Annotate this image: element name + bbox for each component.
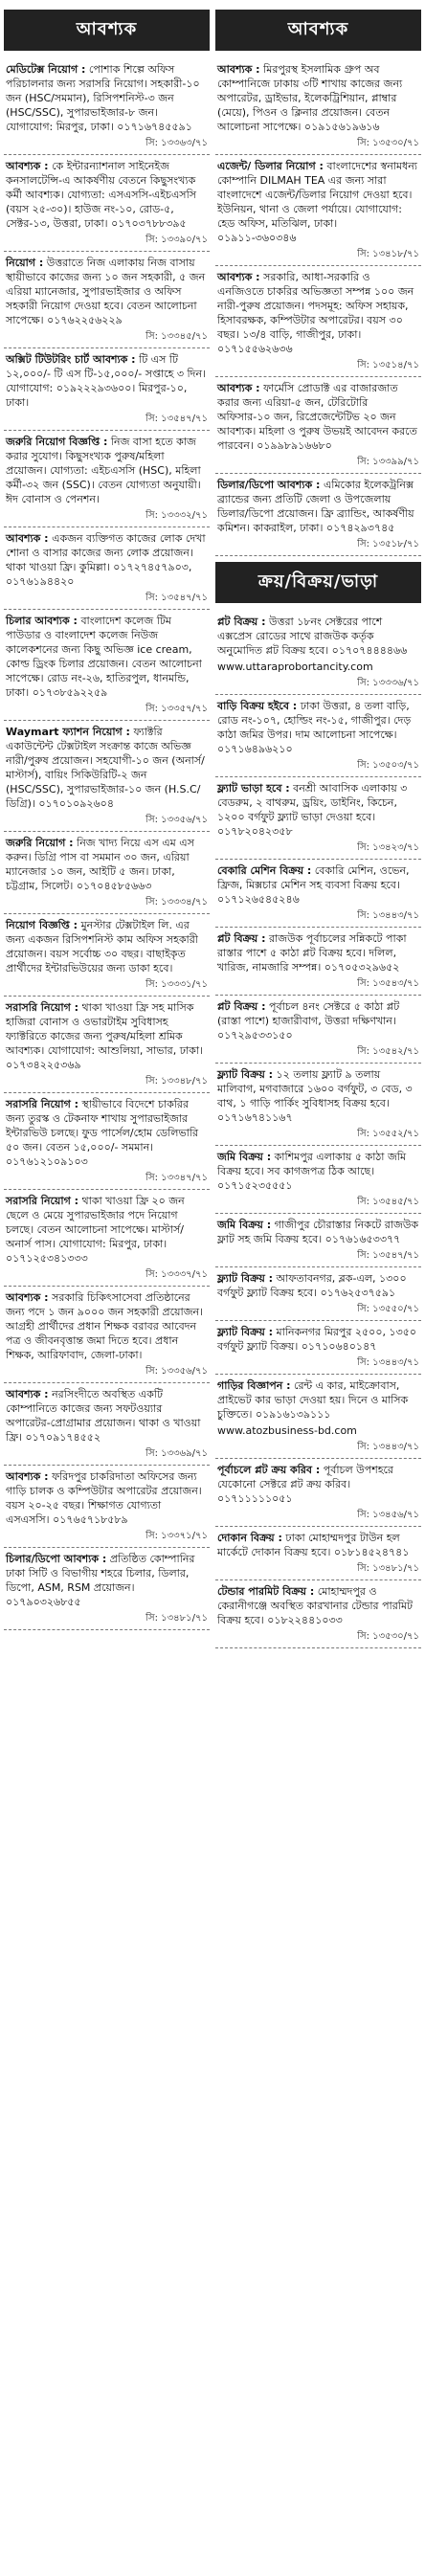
ad-code: সি: ১৩৩৯৯/৭১ <box>357 457 419 467</box>
ad-item <box>215 1375 421 1459</box>
ad-title: আবশ্যক : <box>6 1291 49 1304</box>
ad-body: নরসিংদীতে অবস্থিত একটি কোম্পানিতে কাজের জন্য সফটওয়্যার অপারেটর-প্রোগ্রামার প্রয়োজন। থাকা ও খাওয়া ফ্রি। ০১৭০৯১৭৪৫৫২ <box>6 1388 201 1444</box>
ad-item <box>215 266 421 377</box>
ad-item <box>4 1093 210 1190</box>
ad-code: সি: ১৩৫১৪/৭১ <box>357 360 419 370</box>
ad-body: কাশিমপুর এলাকায় ৫ কাঠা জমি বিক্রয় হবে। সব কাগজপত্র ঠিক আছে। ০১৭১৫২৩৫৫৫১ <box>217 1151 407 1192</box>
ad-item <box>215 1527 421 1580</box>
ad-item <box>4 348 210 431</box>
ad-body: মোহাম্মদপুর ও কেরানীগঞ্জে অবস্থিত কারখানার টেন্ডার পারমিট বিক্রয় হবে। ০১৮২২৪৪১০৩৩ <box>217 1585 414 1626</box>
ad-body: স্থায়ীভাবে বিদেশে চাকরির জন্য তুরস্ক ও টেকনাফ শাখায় সুপারভাইজার ইন্টারভিউ চলছে। ফুড পার্সেল/হোম ডেলিভারি ৫০ জন। বেতন ১৫,০০০/- সমমান। ০১৭৬১২১০৯১০৩ <box>6 1098 199 1168</box>
ad-code: সি: ১৩৩৫৬/৭১ <box>145 815 208 825</box>
ad-body: বেকারি মেশিন, ওভেন, ফ্রিজ, মিক্সচার মেশিন সহ ব্যবসা বিক্রয় হবে। ০১৭১২৬৫৪৫২৪৬ <box>217 864 410 906</box>
ad-title: জমি বিক্রয় : <box>217 1151 272 1163</box>
ad-body: একজন ব্যক্তিগত কাজের লোক দেখা শোনা ও বাসার কাজের জন্য লোক প্রয়োজন। থাকা খাওয়া ফ্রি। কুমিল্লা। ০১৭২৭৪৫৭৯০৩, ০১৭৬১৯৪৪২০ <box>6 532 206 588</box>
ad-body: টি এস টি ১২,০০০/- টি এস টি-১৫,০০০/- সপ্তাহে ৩ দিন। যোগাযোগ: ০১৯২২২৯৩৬০০। মিরপুর-১০, ঢাকা। <box>6 353 206 409</box>
ad-code: সি: ১৩৫৩০/৭১ <box>357 1631 419 1642</box>
ad-item <box>215 155 421 266</box>
ad-item <box>215 1321 421 1375</box>
ad-title: চিলার আবশ্যক : <box>6 615 78 627</box>
ad-body: সরকারি, আধা-সরকারি ও এনজিওতে চাকরির অভিজ্ঞতা সম্পন্ন ১০০ জন নারী-পুরুষ প্রয়োজন। পদসমূহ: অফিস সহায়ক, হিসাবরক্ষক, কম্পিউটার অপারেটর। বয়স ৩০ বছর। ১৩/৪ বাড়ি, গাজীপুর, ঢাকা। ০১৭১৫৫৬২৬৩৬ <box>217 271 414 355</box>
ad-body: ফার্মেসি প্রোডাক্ট এর বাজারজাত করার জন্য এরিয়া-৫ জন, টেরিটোরি অফিসার-১০ জন, রিপ্রেজেন্টেটিভ ২০ জন আবশ্যক। মহিলা ও পুরুষ উভয়ই আবেদন করতে পারবেন। ০১৯৯৮৯১৬৬৮০ <box>217 382 417 452</box>
ad-code: সি: ১৩৩৩১/৭১ <box>145 979 208 990</box>
ad-item <box>215 860 421 928</box>
ad-item <box>215 1580 421 1648</box>
ad-code: সি: ১৩৫৪৫/৭১ <box>357 1197 419 1207</box>
ad-title: ফ্ল্যাট ভাড়া হবে : <box>217 782 290 795</box>
ad-code: সি: ১৩৪২৩/৭১ <box>357 842 419 853</box>
ad-body: এমিকোর ইলেকট্রনিক্স ব্র্যান্ডের জন্য প্রতিটি জেলা ও উপজেলায় ডিলার/ডিপো প্রয়োজন। ফ্রি ব্র্যান্ডিং, আকর্ষণীয় কমিশন। কাকরাইল, ঢাকা। ০১৭৪২৯৩৭৪৫ <box>217 479 414 534</box>
ad-title: ডিলার/ডিপো আবশ্যক : <box>217 479 321 491</box>
ad-code: সি: ১৩৪৪৩/৭১ <box>357 1442 419 1452</box>
ad-title: সরাসরি নিয়োগ : <box>6 1195 79 1207</box>
ad-title: আবশ্যক : <box>6 532 49 545</box>
ad-body: আফতাবনগর, ব্লক-এল, ১৩০০ বর্গফুট ফ্ল্যাট বিক্রয় হবে। ০১৭৬২৫৩৭৫৯১ <box>217 1272 407 1299</box>
ad-title: আবশ্যক : <box>6 1470 49 1483</box>
ad-title: আবশ্যক : <box>6 160 49 172</box>
section-header-right: আবশ্যক <box>215 10 421 51</box>
ad-title: বেকারি মেশিন বিক্রয় : <box>217 864 312 877</box>
ad-code: সি: ১৩৫৪৩/৭১ <box>357 978 419 989</box>
ad-code: সি: ১৩৫৪৭/৭১ <box>145 593 208 603</box>
ad-website: www.uttaraprobortancity.com <box>217 661 373 673</box>
ad-title: প্লট বিক্রয় : <box>217 932 266 945</box>
ad-code: সি: ১৩৫৪৭/৭১ <box>145 414 208 424</box>
ad-title: জরুরি নিয়োগ বিজ্ঞপ্তি : <box>6 436 108 448</box>
ad-body: গাজীপুর চৌরাস্তার নিকটে রাজউক ফ্লাট সহ জমি বিক্রয় হবে। ০১৭৬১৬৫৩৩৭৭ <box>217 1219 419 1245</box>
ad-body: প্রতিষ্ঠিত কোম্পানির ঢাকা সিটি ও বিভাগীয় শহরে চিলার, ডিলার, ডিপো, ASM, RSM প্রয়োজন। ০১৭৯০৩২৬৮৫৫ <box>6 1553 195 1608</box>
ad-code: সি: ১৩৩৪৭/৭১ <box>145 1173 208 1183</box>
ad-title: ফ্ল্যাট বিক্রয় : <box>217 1326 274 1338</box>
ad-item <box>215 777 421 860</box>
ad-title: প্লট বিক্রয় : <box>217 1000 266 1013</box>
ad-title: গাড়ির বিজ্ঞাপন : <box>217 1379 291 1392</box>
ad-title: নিয়োগ বিজ্ঞপ্তি : <box>6 919 78 931</box>
ad-body: পোশাক শিল্পে অফিস পরিচালনার জন্য সরাসরি নিয়োগ। সহকারী-১০ জন (HSC/সমমান), রিসিপশনিস্ট-৩ জন (HSC/SSC), সুপারভাইজার-৮ জন। যোগাযোগ: মিরপুর, ঢাকা। ০১৭১৬৭৪৫৫৯১ <box>6 63 200 133</box>
ad-body: ঢাকা উত্তরা, ৪ তলা বাড়ি, রোড নং-১০৭, হোল্ডিং নং-১৫, গাজীপুর। দেড় কাঠা জমির উপর। দাম আলোচনা সাপেক্ষে। ০১৭১৬৪৯৬২১০ <box>217 700 412 755</box>
ad-title: পূর্বাচলে প্লট ক্রয় করিব : <box>217 1464 321 1476</box>
right-column <box>215 4 421 2572</box>
ad-item <box>215 377 421 474</box>
ad-item <box>215 928 421 996</box>
section-header-left: আবশ্যক <box>4 10 210 51</box>
ad-code: সি: ১৩৩৩৪/৭১ <box>145 897 208 907</box>
ad-code: সি: ১৩৩৭১/৭১ <box>145 1531 208 1541</box>
ad-item <box>215 996 421 1064</box>
ad-body: বাংলাদেশের স্বনামধন্য কোম্পানি DILMAH TEA এর জন্য সারা বাংলাদেশে এজেন্ট/ডিলার নিয়োগ দেওয়া হবে। ইউনিয়ন, থানা ও জেলা পর্যায়ে। যোগাযোগ: হেড অফিস, মতিঝিল, ঢাকা। ০১৯১১-৩৬০৩৪৬ <box>217 160 417 244</box>
ad-title: জরুরি নিয়োগ : <box>6 837 74 849</box>
ad-item <box>4 832 210 914</box>
ad-title: সরাসরি নিয়োগ : <box>6 1098 79 1110</box>
ad-code: সি: ১৩৩৩৬/৭১ <box>357 678 419 688</box>
ad-code: সি: ১৩৩৫৭/৭১ <box>145 704 208 714</box>
ad-title: এজেন্ট/ ডিলার নিয়োগ : <box>217 160 324 172</box>
ad-title: বাড়ি বিক্রয় হইবে : <box>217 700 298 712</box>
ad-title: আবশ্যক : <box>217 271 260 283</box>
ad-body: ফ্যাক্টরি একাউন্টেন্ট টেক্সটাইল সংক্রান্ত কাজে অভিজ্ঞ নারী/পুরুষ প্রয়োজন। সহযোগী-১০ জন (অনার্স/মাস্টার্স), বায়িং সিকিউরিটি-২ জন (HSC/SSC), সুপারভাইজার-১০ জন (H.S.C/ডিগ্রি)। ০১৭০১০৯২৬০৪ <box>6 726 205 810</box>
ad-body: বাংলাদেশ কলেজ টিম পাউডার ও বাংলাদেশ কলেজ নিউজ কালেকশনের জন্য কিছু অভিজ্ঞ ice cream, কোল্ড ড্রিংক চিলার প্রয়োজন। বেতন আলোচনা সাপেক্ষে। রোড নং-২৬, হাতিরপুল, ধানমন্ডি, ঢাকা। ০১৭৩৮৫৯২২৫৯ <box>6 615 202 699</box>
ad-body: নিজ বাসা হতে কাজ করার সুযোগ। কিছুসংখ্যক পুরুষ/মহিলা প্রয়োজন। যোগ্যতা: এইচএসসি (HSC), মহিলা কর্মী-৩২ জন (SSC)। বেতন যোগ্যতা অনুযায়ী। ঈদ বোনাস ও পেনশন। <box>6 436 201 505</box>
ad-title: আবশ্যক : <box>217 63 260 76</box>
ad-title: প্লট বিক্রয় : <box>217 616 266 628</box>
ad-title: আবশ্যক : <box>6 1388 49 1400</box>
ad-code: সি: ১৩৪৪৩/৭১ <box>357 910 419 921</box>
ad-code: সি: ১৩৫৪৭/৭১ <box>357 1250 419 1261</box>
ad-title: সরাসরি নিয়োগ : <box>6 1001 79 1014</box>
ad-title: দোকান বিক্রয় : <box>217 1532 282 1544</box>
ad-body: রেন্ট এ কার, মাইক্রোবাস, প্রাইভেট কার ভাড়া দেওয়া হয়। দিনে ও মাসিক চুক্তিতে। ০১৯১৬১৩৯১১১ <box>217 1379 409 1421</box>
ad-code: সি: ১৩৩৯০/৭১ <box>145 235 208 245</box>
left-column <box>4 4 210 2572</box>
ad-item <box>4 610 210 721</box>
ad-item <box>4 252 210 348</box>
ad-title: চিলার/ডিপো আবশ্যক : <box>6 1553 107 1565</box>
ad-body: কে ইন্টারন্যাশনাল সাইনেইজ কনসালটেন্সি-এ আকর্ষণীয় বেতনে কিছুসংখ্যক কর্মী আবশ্যক। যোগ্যতা: এসএসসি-এইচএসসি (বয়স ২৫-৩০)। হাউজ নং-১০, রোড-৫, সেক্টর-১৩, উত্তরা, ঢাকা। ০১৭০৩৭৮৮৩৯৫ <box>6 160 196 230</box>
ad-code: সি: ১৩৪৪৩/৭১ <box>357 1357 419 1368</box>
ad-code: সি: ১৩৪৮১/৭১ <box>145 1613 208 1624</box>
ad-code: সি: ১৩৫১৮/৭১ <box>357 539 419 549</box>
ad-item <box>4 155 210 252</box>
ad-code: সি: ১৩৫৫২/৭১ <box>357 1129 419 1139</box>
ad-body: মানিকনগর মিরপুর ২৫০০, ১৩৫০ বর্গফুট ফ্ল্যাট বিক্রয়। ০১৭১০৬৪০১৪৭ <box>217 1326 417 1353</box>
ad-body: মিরপুরস্থ ইসলামিক গ্রুপ অব কোম্পানিজে ঢাকায় ৩টি শাখায় কাজের জন্য অপারেটর, ড্রাইভার, ইলেকট্রিশিয়ান, প্লাম্বার (মেয়ে), পিওন ও ক্লিনার প্রয়োজন। বেতন আলোচনা সাপেক্ষে। ০১৯১৫৬১৯৬১৬ <box>217 63 403 133</box>
ad-body: মুনস্টার টেক্সটাইল লি. এর জন্য একজন রিসিপশনিস্ট কাম অফিস সহকারী প্রয়োজন। বয়স সর্বোচ্চ ৩০ বছর। বাছাইকৃত প্রার্থীদের ইন্টারভিউয়ের জন্য ডাকা হবে। <box>6 919 198 974</box>
ad-title: মেডিটেক্স নিয়োগ : <box>6 63 86 76</box>
ad-item <box>4 1548 210 1630</box>
ad-item <box>4 721 210 832</box>
ad-body: ফরিদপুর চাকরিদাতা অফিসের জন্য গাড়ি চালক ও কম্পিউটার অপারেটর প্রয়োজন। বয়স ২০-২৫ বছর। শিক্ষাগত যোগ্যতা এসএসসি। ০১৭৬৫৭১৮৫৮৯ <box>6 1470 202 1526</box>
ad-code: সি: ১৩৩৬৯/৭১ <box>145 1448 208 1459</box>
ad-item <box>215 1459 421 1527</box>
ad-item <box>4 1383 210 1466</box>
ad-item <box>4 914 210 997</box>
ad-body: ঢাকা মোহাম্মদপুর টাউন হল মার্কেটে দোকান বিক্রয় হবে। ০১৮১৪৫২৪৭৪১ <box>217 1532 410 1558</box>
ad-code: সি: ১৩৪৮১/৭১ <box>357 1563 419 1574</box>
ad-item <box>215 1064 421 1146</box>
ad-item <box>4 1466 210 1548</box>
ad-body: বনশ্রী আবাসিক এলাকায় ৩ বেডরুম, ২ বাথরুম, ড্রয়িং, ডাইনিং, কিচেন, ১২০০ বর্গফুট ফ্ল্যাট ভাড়া দেওয়া হবে। ০১৭৮২০৪২৩৫৮ <box>217 782 408 838</box>
ad-body: ১২ তলায় ফ্ল্যাট ৯ তলায় মালিবাগ, মগবাজারে ১৬০০ বর্গফুট, ৩ বেড, ৩ বাথ, ১ গাড়ি পার্কিং সুবিধাসহ বিক্রয় হবে। ০১৭১৬৭৪১১৬৭ <box>217 1068 413 1124</box>
ad-body: পূর্বাচল উপশহরে যেকোনো সেক্টরে প্লট ক্রয় করিব। ০১৭১১১১১০৫১ <box>217 1464 393 1505</box>
ad-body: উত্তরা ১৮নং সেক্টরের পাশে এক্সপ্রেস রোডের সাথে রাজউক কর্তৃক অনুমোদিত প্লট বিক্রয় হবে। ০১৭০৭৪৪৪৪৬৬ <box>217 616 408 657</box>
ad-body: উত্তরাতে নিজ এলাকায় নিজ বাসায় স্থায়ীভাবে কাজের জন্য ১০ জন সহকারী, ৫ জন এরিয়া ম্যানেজার, সুপারভাইজার ও অফিস সহকারী নিয়োগ দেওয়া হবে। বেতন আলোচনা সাপেক্ষে। ০১৭৬২২৫৬২২৯ <box>6 257 206 326</box>
ad-code: সি: ১৩৫৪২/৭১ <box>357 1046 419 1057</box>
ad-title: টেন্ডার পারমিট বিক্রয় : <box>217 1585 315 1598</box>
ad-code: সি: ১৩৫৫০/৭১ <box>357 1304 419 1314</box>
ad-item <box>4 997 210 1093</box>
ad-code: সি: ১৩৩৫৬/৭১ <box>145 1366 208 1377</box>
ad-body: পূর্বাচল ৪নং সেক্টরে ৫ কাঠা প্লট (রাস্তা পাশে) হাজারীবাগ, উত্তরা দক্ষিণখান। ০১৭২৯৫৩৩১৫০ <box>217 1000 400 1042</box>
ad-title: জমি বিক্রয় : <box>217 1219 272 1231</box>
ad-body: থাকা খাওয়া ফ্রি ২০ জন ছেলে ও মেয়ে সুপারভাইজার পদে নিয়োগ চলছে। বেতন আলোচনা সাপেক্ষে। মাস্টার্স/অনার্স পাস। যোগাযোগ: মিরপুর, ঢাকা। ০১৭১২৫৩৪১৩৩৩ <box>6 1195 185 1265</box>
ad-body: নিজ খাদ্য নিয়ে এস এম এস করুন। ডিগ্রি পাস বা সমমান ৩০ জন, এরিয়া ম্যানেজার ১০ জন, আইটি ৫ জন। ঢাকা, চট্টগ্রাম, সিলেট। ০১৭০৪৫৮৫৬৬৩ <box>6 837 194 892</box>
ad-title: অক্সিট টিউটরিং চার্ট আবশ্যক : <box>6 353 136 366</box>
ad-code: সি: ১৩৩৬৩/৭১ <box>145 138 208 148</box>
ad-item <box>4 58 210 155</box>
ad-code: সি: ১৩৫০৩/৭১ <box>357 760 419 771</box>
ad-code: সি: ১৩৪৫৬/৭১ <box>357 1510 419 1520</box>
ad-item <box>215 611 421 695</box>
ad-item <box>215 474 421 556</box>
ad-title: ফ্ল্যাট বিক্রয় : <box>217 1068 274 1081</box>
ad-body: রাজউক পূর্বাচলের সন্নিকটে পাকা রাস্তার পাশে ৫ কাঠা প্লট বিক্রয় হবে। দলিল, খারিজ, নামজারি সম্পন্ন। ০১৭০৫৩২৯৬৫২ <box>217 932 407 974</box>
ad-item <box>215 695 421 777</box>
ad-item <box>215 58 421 155</box>
ad-item <box>4 527 210 610</box>
ad-item <box>4 431 210 527</box>
ad-code: সি: ১৩৫৩০/৭১ <box>357 138 419 148</box>
ad-title: নিয়োগ : <box>6 257 44 269</box>
ad-title: Waymart ফ্যাশন নিয়োগ : <box>6 726 130 738</box>
ad-website: www.atozbusiness-bd.com <box>217 1424 357 1437</box>
ad-body: সরকারি চিকিৎসাসেবা প্রতিষ্ঠানের জন্য পদে ১ জন ৯০০০ জন সহকারী প্রয়োজন। আগ্রহী প্রার্থীদের প্রধান শিক্ষক বরাবর আবেদন পত্র ও জীবনবৃত্তান্ত জমা দিতে হবে। প্রধান শিক্ষক, আরিফাবাদ, জেলা-ঢাকা। <box>6 1291 204 1361</box>
ad-code: সি: ১৩৩৪৫/৭১ <box>145 331 208 342</box>
ad-code: সি: ১৩৪১৮/৭১ <box>357 249 419 259</box>
ad-item <box>215 1214 421 1267</box>
ad-title: ফ্ল্যাট বিক্রয় : <box>217 1272 274 1285</box>
ad-code: সি: ১৩৩৩৭/৭১ <box>145 1269 208 1280</box>
section-header-sale: ক্রয়/বিক্রয়/ভাড়া <box>215 562 421 603</box>
ad-code: সি: ১৩৩৩২/৭১ <box>145 510 208 521</box>
ad-item <box>215 1146 421 1214</box>
ad-item <box>4 1287 210 1383</box>
ad-item <box>4 1190 210 1287</box>
ad-title: আবশ্যক : <box>217 382 260 394</box>
ad-item <box>215 1267 421 1321</box>
ad-body: থাকা খাওয়া ফ্রি সহ মাসিক হাজিরা বোনাস ও ওভারটাইম সুবিধাসহ ফ্যাক্টরিতে কাজের জন্য পুরুষ/মহিলা শ্রমিক আবশ্যক। যোগাযোগ: আশুলিয়া, সাভার, ঢাকা। ০১৭৩৪২২৫৩৬৯ <box>6 1001 203 1071</box>
ad-code: সি: ১৩৩৪৮/৭১ <box>145 1076 208 1086</box>
